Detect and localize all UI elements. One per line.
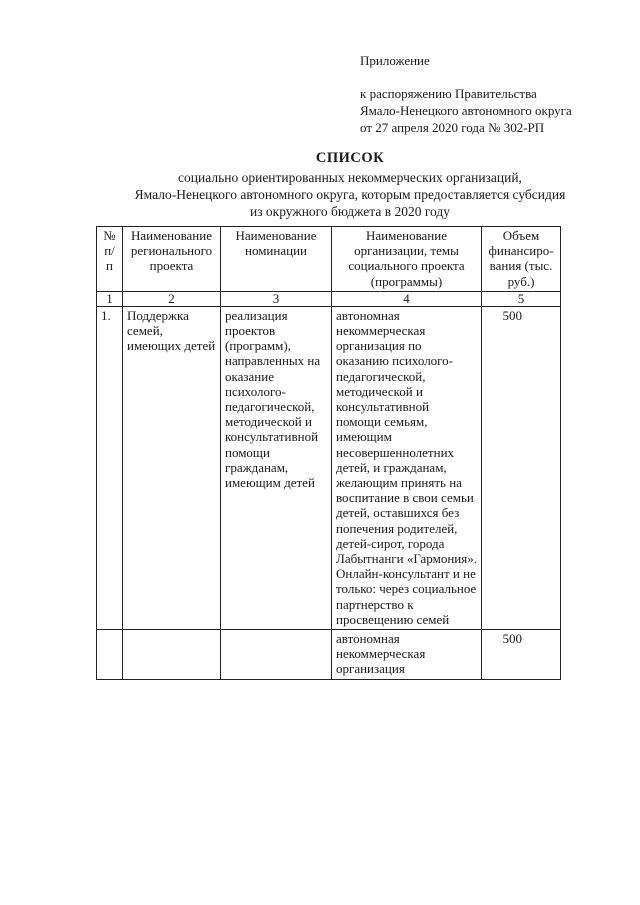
annex-gap [360, 69, 572, 85]
row-amount: 500 [482, 630, 561, 680]
row-project [123, 630, 221, 680]
column-number: 1 [97, 291, 123, 306]
annex-block [360, 52, 572, 136]
column-number: 4 [332, 291, 482, 306]
column-number: 2 [123, 291, 221, 306]
annex-line-2: Ямало-Ненецкого автономного округа [360, 103, 572, 118]
table-row [97, 306, 561, 629]
organizations-table [96, 226, 561, 680]
document-title: СПИСОК [315, 150, 385, 166]
row-organization: автономная некоммерческая организация по оказанию психолого-педагогической, методической и консультативной помощи семьям, имеющим несовершеннолетних детей, и гражданам, желающим принять на воспитание в свои семьи детей, оставшихся без попечения родителей, детей-сирот, города Лабытнанги «Гармония». Онлайн-консультант и не только: через социальное партнерство к просвещению семей [332, 306, 482, 629]
row-organization: автономная некоммерческая организация [332, 630, 482, 680]
header-amount: Объем финансиро-вания (тыс. руб.) [482, 227, 561, 292]
row-amount: 500 [482, 306, 561, 629]
header-organization: Наименование организации, темы социального проекта (программы) [332, 227, 482, 292]
header-project: Наименование регионального проекта [123, 227, 221, 292]
column-number: 3 [221, 291, 332, 306]
subtitle-line-2: Ямало-Ненецкого автономного округа, которым предоставляется субсидия [134, 187, 566, 202]
annex-line-1: к распоряжению Правительства [360, 86, 537, 101]
row-number: 1. [97, 306, 123, 629]
subtitle-line-1: социально ориентированных некоммерческих организаций, [178, 170, 522, 185]
row-nomination [221, 630, 332, 680]
table-header-row [97, 227, 561, 292]
annex-line-3: от 27 апреля 2020 года № 302-РП [360, 120, 545, 135]
table-row [97, 630, 561, 680]
row-number [97, 630, 123, 680]
subtitle-line-3: из окружного бюджета в 2020 году [249, 204, 451, 219]
document-title-block [96, 150, 604, 220]
header-number: № п/п [97, 227, 123, 292]
annex-label: Приложение [360, 53, 430, 68]
row-project: Поддержка семей, имеющих детей [123, 306, 221, 629]
header-nomination: Наименование номинации [221, 227, 332, 292]
row-nomination: реализация проектов (программ), направленных на оказание психолого-педагогической, методической и консультативной помощи гражданам, имеющим детей [221, 306, 332, 629]
column-number: 5 [482, 291, 561, 306]
column-number-row [97, 291, 561, 306]
